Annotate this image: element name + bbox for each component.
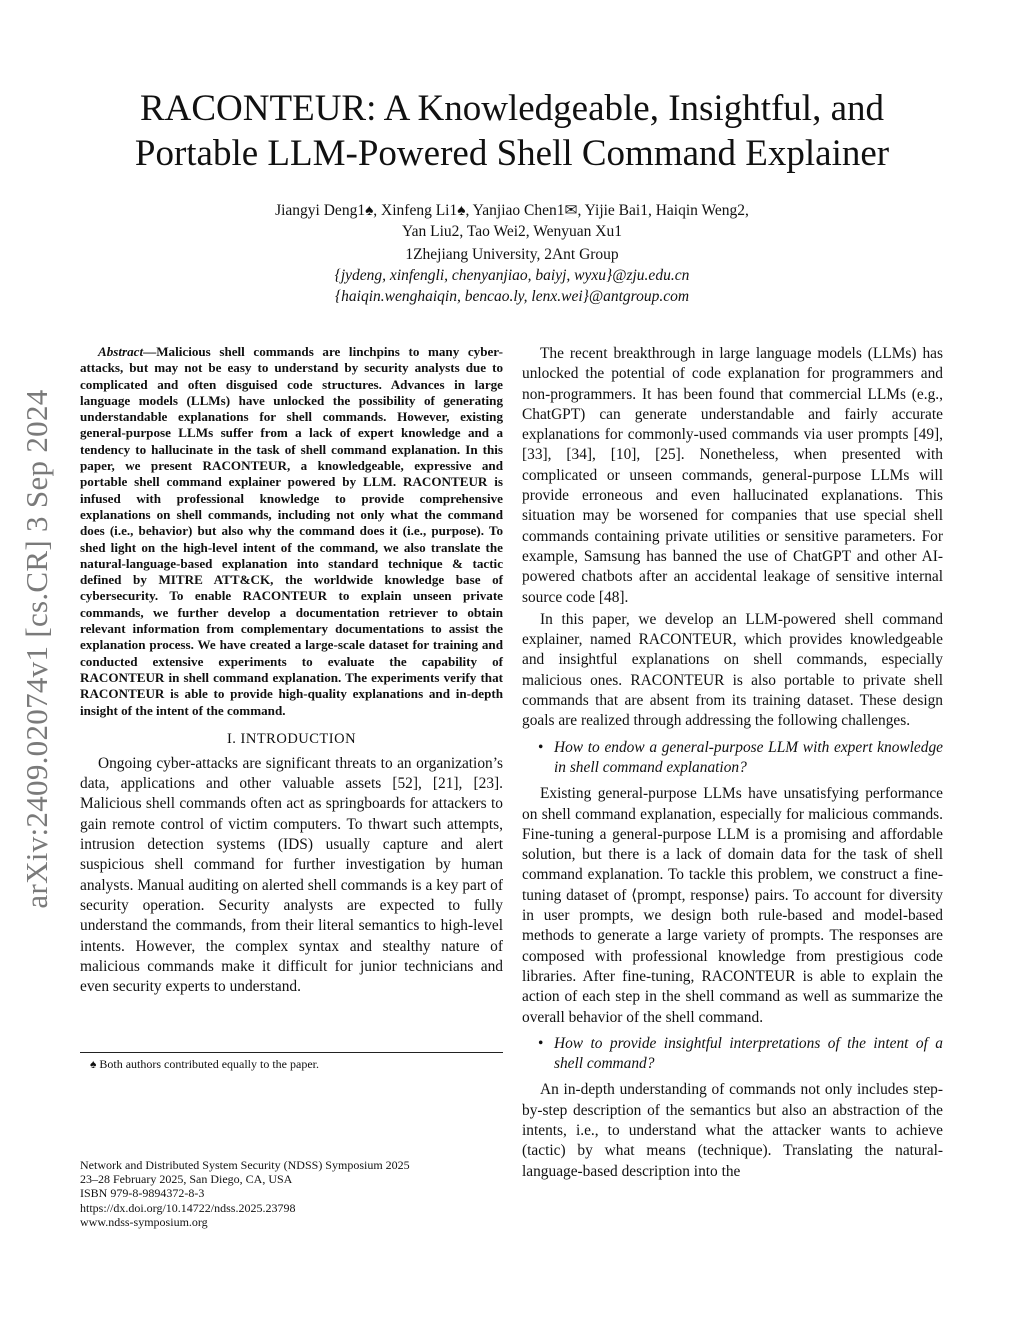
challenge-bullet-2: • How to provide insightful interpretations of the intent of a shell command? (522, 1034, 943, 1075)
abstract-text: —Malicious shell commands are linchpins to many cyber-attacks, but may not be easy to understand by security analysts due to complicated and often disguised code structures. Advances in large language models (LLMs) have unlocked the possibility of generating understandable explanations for shell commands. However, existing general-purpose LLMs suffer from a lack of expert knowledge and a tendency to hallucinate in the task of shell command explanation. In this paper, we present RACONTEUR, a knowledgeable, expressive and portable shell command explainer powered by LLM. RACONTEUR is infused with professional knowledge to provide comprehensive explanations on shell commands, including not only what the command does (i.e., behavior) but also why the command does it (i.e., purpose). To shed light on the high-level intent of the command, we also translate the natural-language-based explanation into standard technique & tactic defined by MITRE ATT&CK, the worldwide knowledge base of cybersecurity. To enable RACONTEUR to explain unseen private commands, we further develop a documentation retriever to obtain relevant information from complementary documentations to assist the explanation process. We have created a large-scale dataset for training and conducted extensive experiments to evaluate the capability of RACONTEUR in shell command explanation. The experiments verify that RACONTEUR is able to provide high-quality explanations and in-depth insight of the intent of the command. (80, 344, 503, 718)
author-list (150, 200, 874, 242)
right-paragraph-3: Existing general-purpose LLMs have unsatisfying performance on shell command explanation, especially for malicious commands. Fine-tuning a general-purpose LLM is a promising and affordable solution, but there is a lack of domain data for the task of shell command explanation. To tackle this problem, we construct a fine-tuning dataset of ⟨prompt, response⟩ pairs. To account for diversity in user prompts, we design both rule-based and model-based methods to generate a large variety of prompts. The responses are composed with professional knowledge from prestigious code libraries. After fine-tuning, RACONTEUR is able to explain the action of each step in the shell command as well as summarize the overall behavior of the shell command. (522, 785, 943, 1026)
right-paragraph-1: The recent breakthrough in large language models (LLMs) has unlocked the potential of code explanation for programmers and non-programmers. It has been found that commercial LLMs (e.g., ChatGPT) can generate understandable and fairly accurate explanations for commonly-used commands via user prompts [49], [33], [34], [10], [25]. Nonetheless, when presented with complicated or unseen commands, general-purpose LLMs will provide erroneous and even hallucinated explanations. This situation may be worsened for companies that use special shell commands containing private utilities or sensitive parameters. For example, Samsung has banned the use of ChatGPT and other AI-powered chatbots after an accidental leakage of sensitive internal source code [48]. (522, 345, 943, 606)
venue-line: Network and Distributed System Security (NDSS) Symposium 2025 (80, 1158, 410, 1172)
paper-title (70, 86, 954, 176)
title-line2: Portable LLM-Powered Shell Command Explainer (134, 133, 890, 174)
right-paragraph-2: In this paper, we develop an LLM-powered shell command explainer, named RACONTEUR, which provides knowledgeable and insightful explanations on shell commands, especially malicious ones. RACONTEUR is also portable to private shell commands that are absent from its training dataset. These design goals are realized through addressing the following challenges. (522, 610, 943, 730)
arxiv-stamp (12, 362, 62, 937)
authors-line2: Yan Liu2, Tao Wei2, Wenyuan Xu1 (401, 223, 622, 240)
right-paragraph-4: An in-depth understanding of commands not only includes step-by-step description of the semantics but also an abstraction of the intents, i.e., to understand what the attacker wants to achieve (tactic) by what means (technique). Translating the natural-language-based description into the (522, 1081, 943, 1180)
section-heading-introduction: I. INTRODUCTION (226, 730, 357, 747)
email-zju: {jydeng, xinfengli, chenyanjiao, baiyj, wyxu}@zju.edu.cn (334, 267, 690, 284)
footnote: ♠ Both authors contributed equally to the paper. (90, 1057, 319, 1071)
venue-info (80, 1158, 503, 1229)
email-antgroup: {haiqin.wenghaiqin, bencao.ly, lenx.wei}@antgroup.com (334, 288, 690, 305)
challenge-bullet-1: • How to endow a general-purpose LLM with expert knowledge in shell command explanation? (522, 738, 943, 779)
abstract (80, 344, 503, 719)
venue-line: 23–28 February 2025, San Diego, CA, USA (80, 1172, 293, 1187)
left-column (80, 344, 503, 997)
authors-line1: Jiangyi Deng1♠, Xinfeng Li1♠, Yanjiao Chen1✉, Yijie Bai1, Haiqin Weng2, (275, 202, 749, 219)
footnote-rule (80, 1052, 503, 1053)
venue-line: ISBN 979-8-9894372-8-3 (80, 1186, 205, 1201)
venue-url[interactable]: www.ndss-symposium.org (80, 1214, 208, 1229)
affiliations: 1Zhejiang University, 2Ant Group (405, 246, 619, 263)
system-name: RACONTEUR (139, 88, 367, 129)
abstract-label: Abstract (98, 344, 144, 359)
venue-doi[interactable]: https://dx.doi.org/10.14722/ndss.2025.23798 (80, 1200, 296, 1215)
arxiv-stamp-text: arXiv:2409.02074v1 [cs.CR] 3 Sep 2024 (19, 389, 54, 909)
title-line1: : A Knowledgeable, Insightful, and (366, 88, 885, 129)
intro-paragraph-1: Ongoing cyber-attacks are significant threats to an organization’s data, applications and other valuable assets [52], [21], [23]. Malicious shell commands often act as springboards for attackers to gain remote control of victim computers. To thwart such attempts, intrusion detection systems (IDS) usually capture and alert suspicious shell command for further investigation by human analysts. Manual auditing on alerted shell commands is a key part of security operation. Security analysts are expected to fully understand the commands, from their literal semantics to high-level intents. However, the complex syntax and stealthy nature of malicious commands make it difficult for junior technicians and even security experts to understand. (80, 754, 503, 996)
right-column (522, 344, 943, 1184)
